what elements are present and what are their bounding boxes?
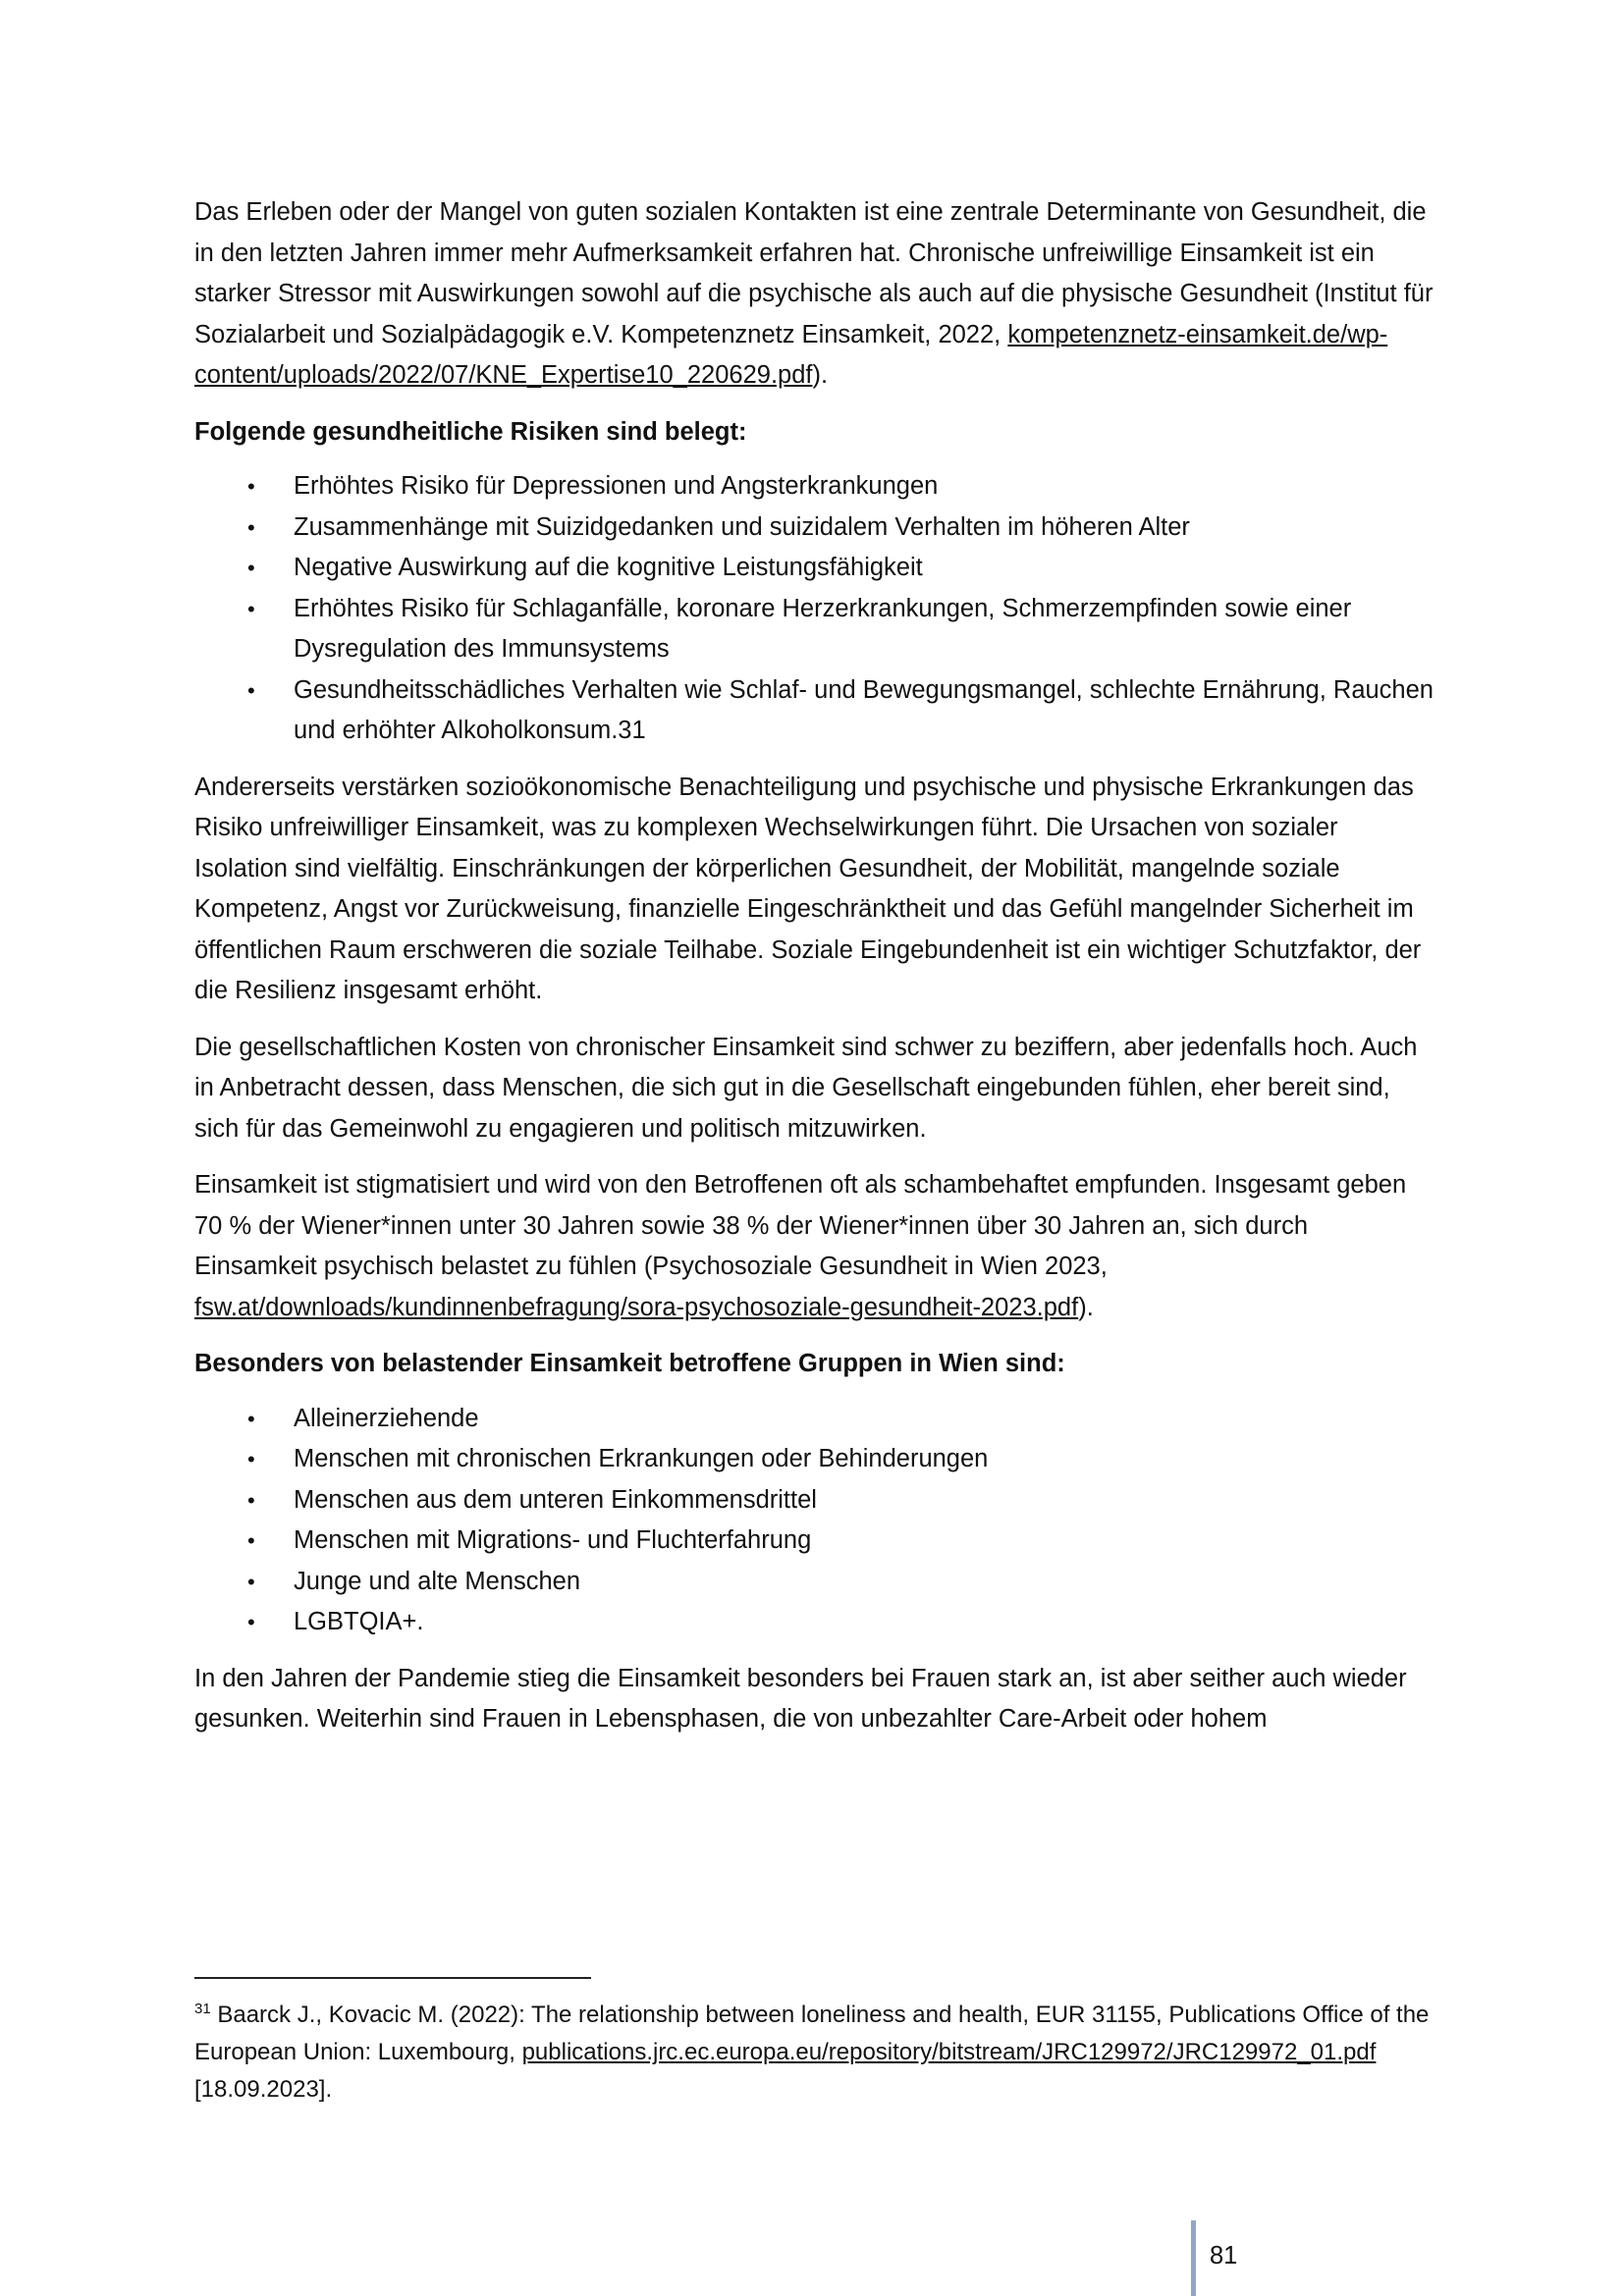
paragraph-tail: ). bbox=[812, 361, 829, 389]
paragraph-pandemic-women: In den Jahren der Pandemie stieg die Einsamkeit besonders bei Frauen stark an, ist aber seither auch wieder gesunken. Weiterhin sind Frauen in Lebensphasen, die von unbezahlter Care-Arbeit oder hohem bbox=[194, 1664, 1407, 1733]
paragraph-loneliness-determinant bbox=[194, 192, 1434, 397]
list-item bbox=[194, 1439, 1434, 1480]
jrc-publication-link[interactable]: publications.jrc.ec.europa.eu/repository/bitstream/JRC129972/JRC129972_01.pdf bbox=[521, 2039, 1377, 2065]
paragraph-tail: ). bbox=[1078, 1293, 1094, 1321]
fsw-study-link[interactable]: fsw.at/downloads/kundinnenbefragung/sora-psychosoziale-gesundheit-2023.pdf bbox=[194, 1293, 1079, 1321]
bullet-icon: • bbox=[247, 596, 255, 621]
list-item-text: Zusammenhänge mit Suizidgedanken und suizidalem Verhalten im höheren Alter bbox=[294, 512, 1190, 541]
list-item-text: LGBTQIA+. bbox=[294, 1608, 424, 1635]
page-number: 81 bbox=[1210, 2242, 1238, 2269]
bullet-icon: • bbox=[247, 556, 255, 580]
list-item-text: Menschen mit chronischen Erkrankungen oder Behinderungen bbox=[294, 1445, 989, 1472]
kompetenznetz-link[interactable]: kompetenznetz-einsamkeit.de/wp-content/uploads/2022/07/KNE_Expertise10_220629.pdf bbox=[194, 320, 1388, 389]
list-item-text: Erhöhtes Risiko für Schlaganfälle, koronare Herzerkrankungen, Schmerzempfinden sowie einer Dysregulation des Immunsystems bbox=[294, 594, 1352, 663]
list-item-text: Negative Auswirkung auf die kognitive Leistungsfähigkeit bbox=[294, 554, 923, 581]
document-body bbox=[194, 192, 1434, 1756]
bullet-icon: • bbox=[247, 1569, 255, 1594]
list-item bbox=[194, 670, 1434, 752]
bullet-icon: • bbox=[247, 677, 255, 703]
paragraph-social-costs: Die gesellschaftlichen Kosten von chronischer Einsamkeit sind schwer zu beziffern, aber jedenfalls hoch. Auch in Anbetracht dessen, dass Menschen, die sich gut in die Gesellschaft eingebunden fühlen, eher bereit sind, sich für das Gemeinwohl zu engagieren und politisch mitzuwirken. bbox=[194, 1033, 1418, 1143]
affected-groups-list bbox=[194, 1399, 1434, 1643]
bullet-icon: • bbox=[247, 1487, 255, 1513]
list-item-text: Alleinerziehende bbox=[294, 1404, 479, 1432]
list-item bbox=[194, 1399, 1434, 1440]
footnote bbox=[194, 1997, 1434, 2109]
list-item bbox=[194, 507, 1434, 549]
list-item-text: Menschen aus dem unteren Einkommensdrittel bbox=[294, 1485, 817, 1514]
paragraph-text: Einsamkeit ist stigmatisiert und wird von den Betroffenen oft als schambehaftet empfunden. Insgesamt geben 70 % der Wiener*innen unter 30 Jahren sowie 38 % der Wiener*innen über 30 Jahren an, sich durch Einsamkeit psychisch belastet zu fühlen (Psychosoziale Gesundheit in Wien 2023, bbox=[194, 1171, 1407, 1280]
bullet-icon: • bbox=[247, 1406, 255, 1431]
list-item-text: Menschen mit Migrations- und Fluchterfahrung bbox=[294, 1526, 812, 1554]
footnote-tail: [18.09.2023]. bbox=[194, 2076, 333, 2103]
health-risks-list bbox=[194, 466, 1434, 752]
heading-affected-groups: Besonders von belastender Einsamkeit betroffene Gruppen in Wien sind: bbox=[194, 1350, 1065, 1377]
bullet-icon: • bbox=[247, 474, 255, 499]
list-item-text: Erhöhtes Risiko für Depressionen und Angsterkrankungen bbox=[294, 472, 939, 500]
list-item-text: Gesundheitsschädliches Verhalten wie Schlaf- und Bewegungsmangel, schlechte Ernährung, Rauchen und erhöhter Alkoholkonsum.31 bbox=[294, 675, 1434, 744]
footnote-marker: 31 bbox=[194, 2001, 211, 2017]
footnote-text: Baarck J., Kovacic M. (2022): The relationship between loneliness and health, EUR 31155, Publications Office of the European Union: Luxembourg, bbox=[194, 2002, 1430, 2065]
bullet-icon: • bbox=[247, 1610, 255, 1634]
bullet-icon: • bbox=[247, 514, 255, 540]
heading-health-risks: Folgende gesundheitliche Risiken sind belegt: bbox=[194, 417, 747, 446]
list-item bbox=[194, 1602, 1434, 1643]
bullet-icon: • bbox=[247, 1528, 255, 1553]
paragraph-causes: Andererseits verstärken sozioökonomische Benachteiligung und psychische und physische Erkrankungen das Risiko unfreiwilliger Einsamkeit, was zu komplexen Wechselwirkungen führt. Die Ursachen von sozialer Isolation sind vielfältig. Einschränkungen der körperlichen Gesundheit, der Mobilität, mangelnde soziale Kompetenz, Angst vor Zurückweisung, finanzielle Eingeschränktheit und das Gefühl mangelnder Sicherheit im öffentlichen Raum erschweren die soziale Teilhabe. Soziale Eingebundenheit ist ein wichtiger Schutzfaktor, der die Resilienz insgesamt erhöht. bbox=[194, 773, 1422, 1004]
list-item-text: Junge und alte Menschen bbox=[294, 1567, 581, 1595]
page-number-rule bbox=[1191, 2220, 1196, 2296]
list-item bbox=[194, 1480, 1434, 1522]
paragraph-text: Das Erleben oder der Mangel von guten sozialen Kontakten ist eine zentrale Determinante von Gesundheit, die in den letzten Jahren immer mehr Aufmerksamkeit erfahren hat. Chronische unfreiwillige Einsamkeit ist ein starker Stressor mit Auswirkungen sowohl auf die psychische als auch auf die physische Gesundheit (Institut für Sozialarbeit und Sozialpädagogik e.V. Kompetenznetz Einsamkeit, 2022, bbox=[194, 198, 1434, 348]
paragraph-stigma bbox=[194, 1165, 1434, 1328]
list-item bbox=[194, 1562, 1434, 1603]
list-item bbox=[194, 548, 1434, 589]
bullet-icon: • bbox=[247, 1447, 255, 1471]
list-item bbox=[194, 1521, 1434, 1562]
list-item bbox=[194, 589, 1434, 670]
list-item bbox=[194, 466, 1434, 507]
footnote-separator bbox=[194, 1977, 591, 1979]
